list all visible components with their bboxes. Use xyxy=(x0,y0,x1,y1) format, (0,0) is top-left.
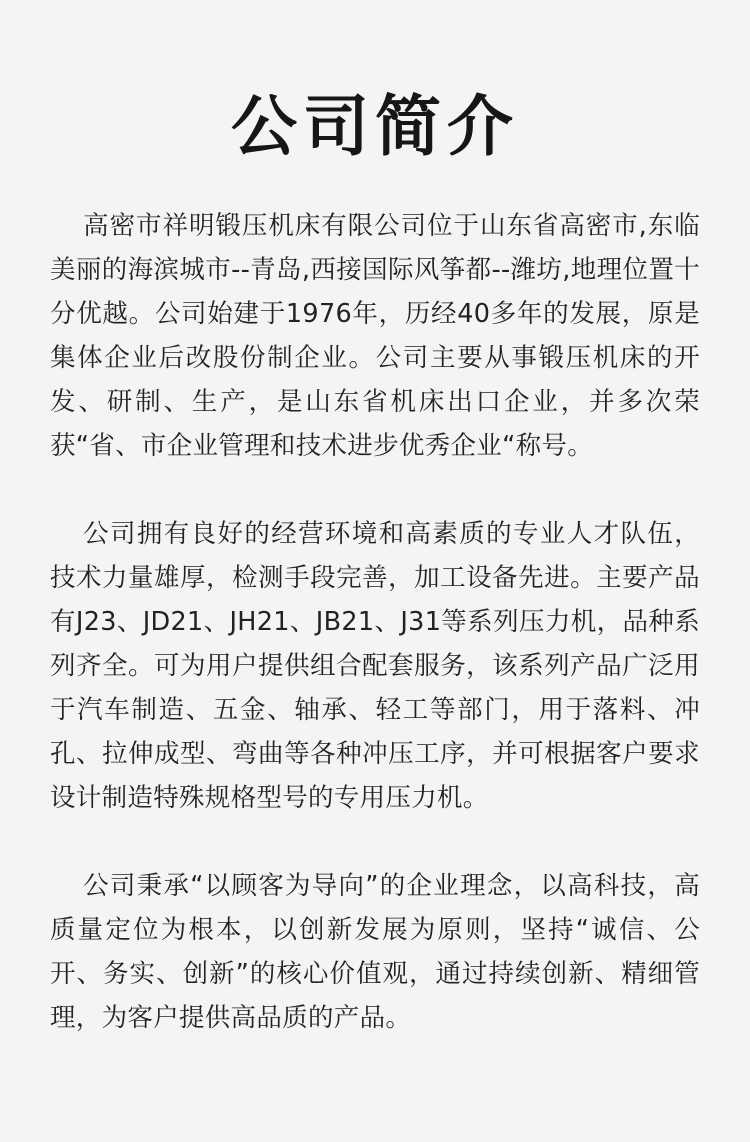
page-title: 公司简介 xyxy=(231,88,519,165)
intro-paragraph-3: 公司秉承“以顾客为导向”的企业理念，以高科技，高质量定位为根本，以创新发展为原则，坚持“诚信、公开、务实、创新”的核心价值观，通过持续创新、精细管理，为客户提供高品质的产品。 xyxy=(50,871,700,1033)
intro-body xyxy=(50,204,700,1040)
intro-paragraph-1: 高密市祥明锻压机床有限公司位于山东省高密市,东临美丽的海滨城市--青岛,西接国际风筝都--潍坊,地理位置十分优越。公司始建于1976年，历经40多年的发展，原是集体企业后改股份制企业。公司主要从事锻压机床的开发、研制、生产，是山东省机床出口企业，并多次荣获“省、市企业管理和技术进步优秀企业“称号。 xyxy=(50,211,700,461)
intro-paragraph-2: 公司拥有良好的经营环境和高素质的专业人才队伍，技术力量雄厚，检测手段完善，加工设备先进。主要产品有J23、JD21、JH21、JB21、J31等系列压力机，品种系列齐全。可为用户提供组合配套服务，该系列产品广泛用于汽车制造、五金、轴承、轻工等部门，用于落料、冲孔、拉伸成型、弯曲等各种冲压工序，并可根据客户要求设计制造特殊规格型号的专用压力机。 xyxy=(50,519,700,813)
